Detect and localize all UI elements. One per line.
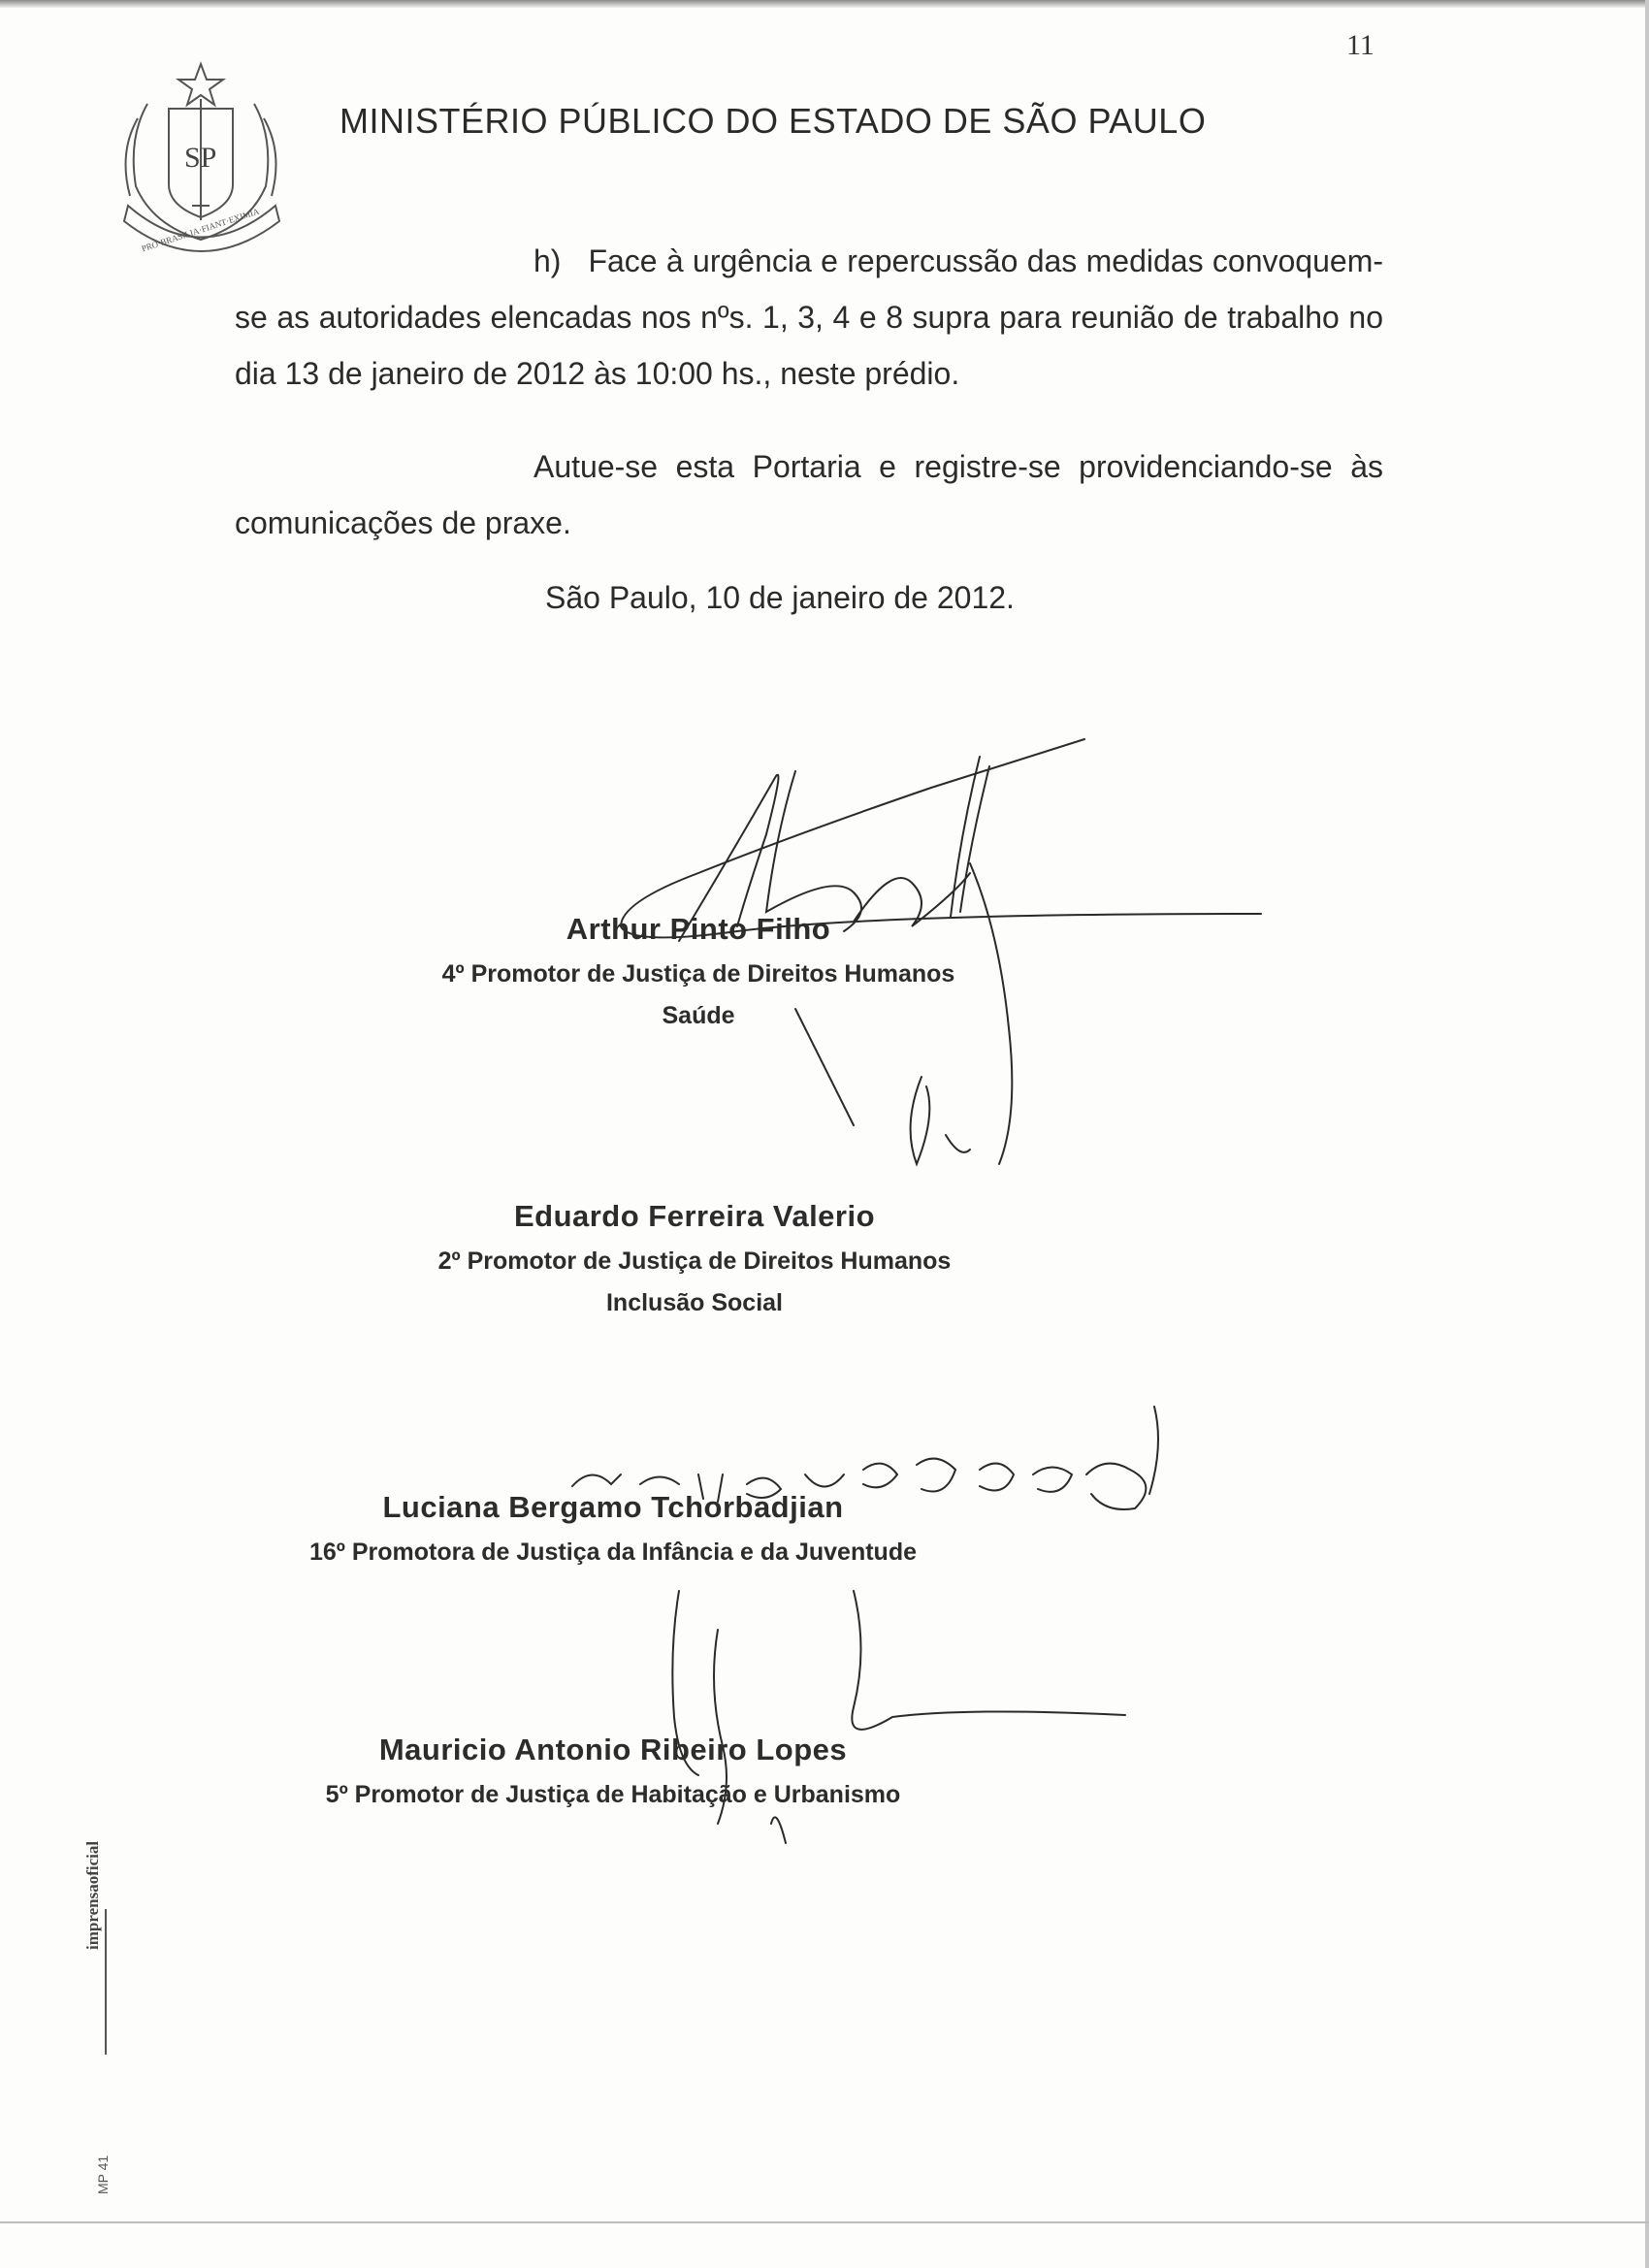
margin-rule [105,1909,107,2055]
signatory-name: Luciana Bergamo Tchorbadjian [382,1490,844,1524]
page-number: 11 [1346,29,1374,61]
signatory-name: Arthur Pinto Filho [566,912,831,946]
signatory-name: Eduardo Ferreira Valerio [513,1199,876,1233]
scan-edge-right [1645,0,1649,2268]
signatory-role: 5º Promotor de Justiça de Habitação e Urbanismo [325,1781,901,1808]
imprint-label: imprensaoficial [83,1840,102,1950]
seal-motto: PRO·BRASILIA·FIANT·EXIMIA [140,206,261,254]
form-code: MP 41 [95,2155,111,2194]
signatory-area: Inclusão Social [605,1289,783,1316]
paragraph-closing [235,438,1383,551]
paragraph-text: Face à urgência e repercussão das medidas convoquem-se as autoridades elencadas nos nºs. 1, 3, 4 e 8 supra para reunião de trabalho no dia 13 de janeiro de 2012 às 10:00 hs., neste prédio. [235,243,1384,391]
scan-edge-top [0,0,1649,8]
seal-monogram: SP [184,142,217,174]
paragraph-h [235,233,1383,402]
signatory-role: 2º Promotor de Justiça de Direitos Humanos [437,1247,952,1275]
signatory-area: Saúde [662,1002,735,1029]
signatory-block [157,1490,1069,1567]
paragraph-text: Autue-se esta Portaria e registre-se providenciando-se às comunicações de praxe. [235,449,1383,540]
scan-edge-bottom [0,2221,1649,2223]
signatory-block [157,1733,1069,1809]
signatory-name: Mauricio Antonio Ribeiro Lopes [378,1733,848,1766]
signatory-role: 4º Promotor de Justiça de Direitos Humanos [441,960,955,988]
signatory-role: 16º Promotora de Justiça da Infância e da Juventude [309,1539,917,1566]
date-line: São Paulo, 10 de janeiro de 2012. [545,580,1015,615]
signatory-block [239,1199,1150,1317]
paragraph-marker: h) [534,243,562,278]
institution-title: MINISTÉRIO PÚBLICO DO ESTADO DE SÃO PAULO [340,101,1207,141]
signatory-block [242,912,1154,1030]
